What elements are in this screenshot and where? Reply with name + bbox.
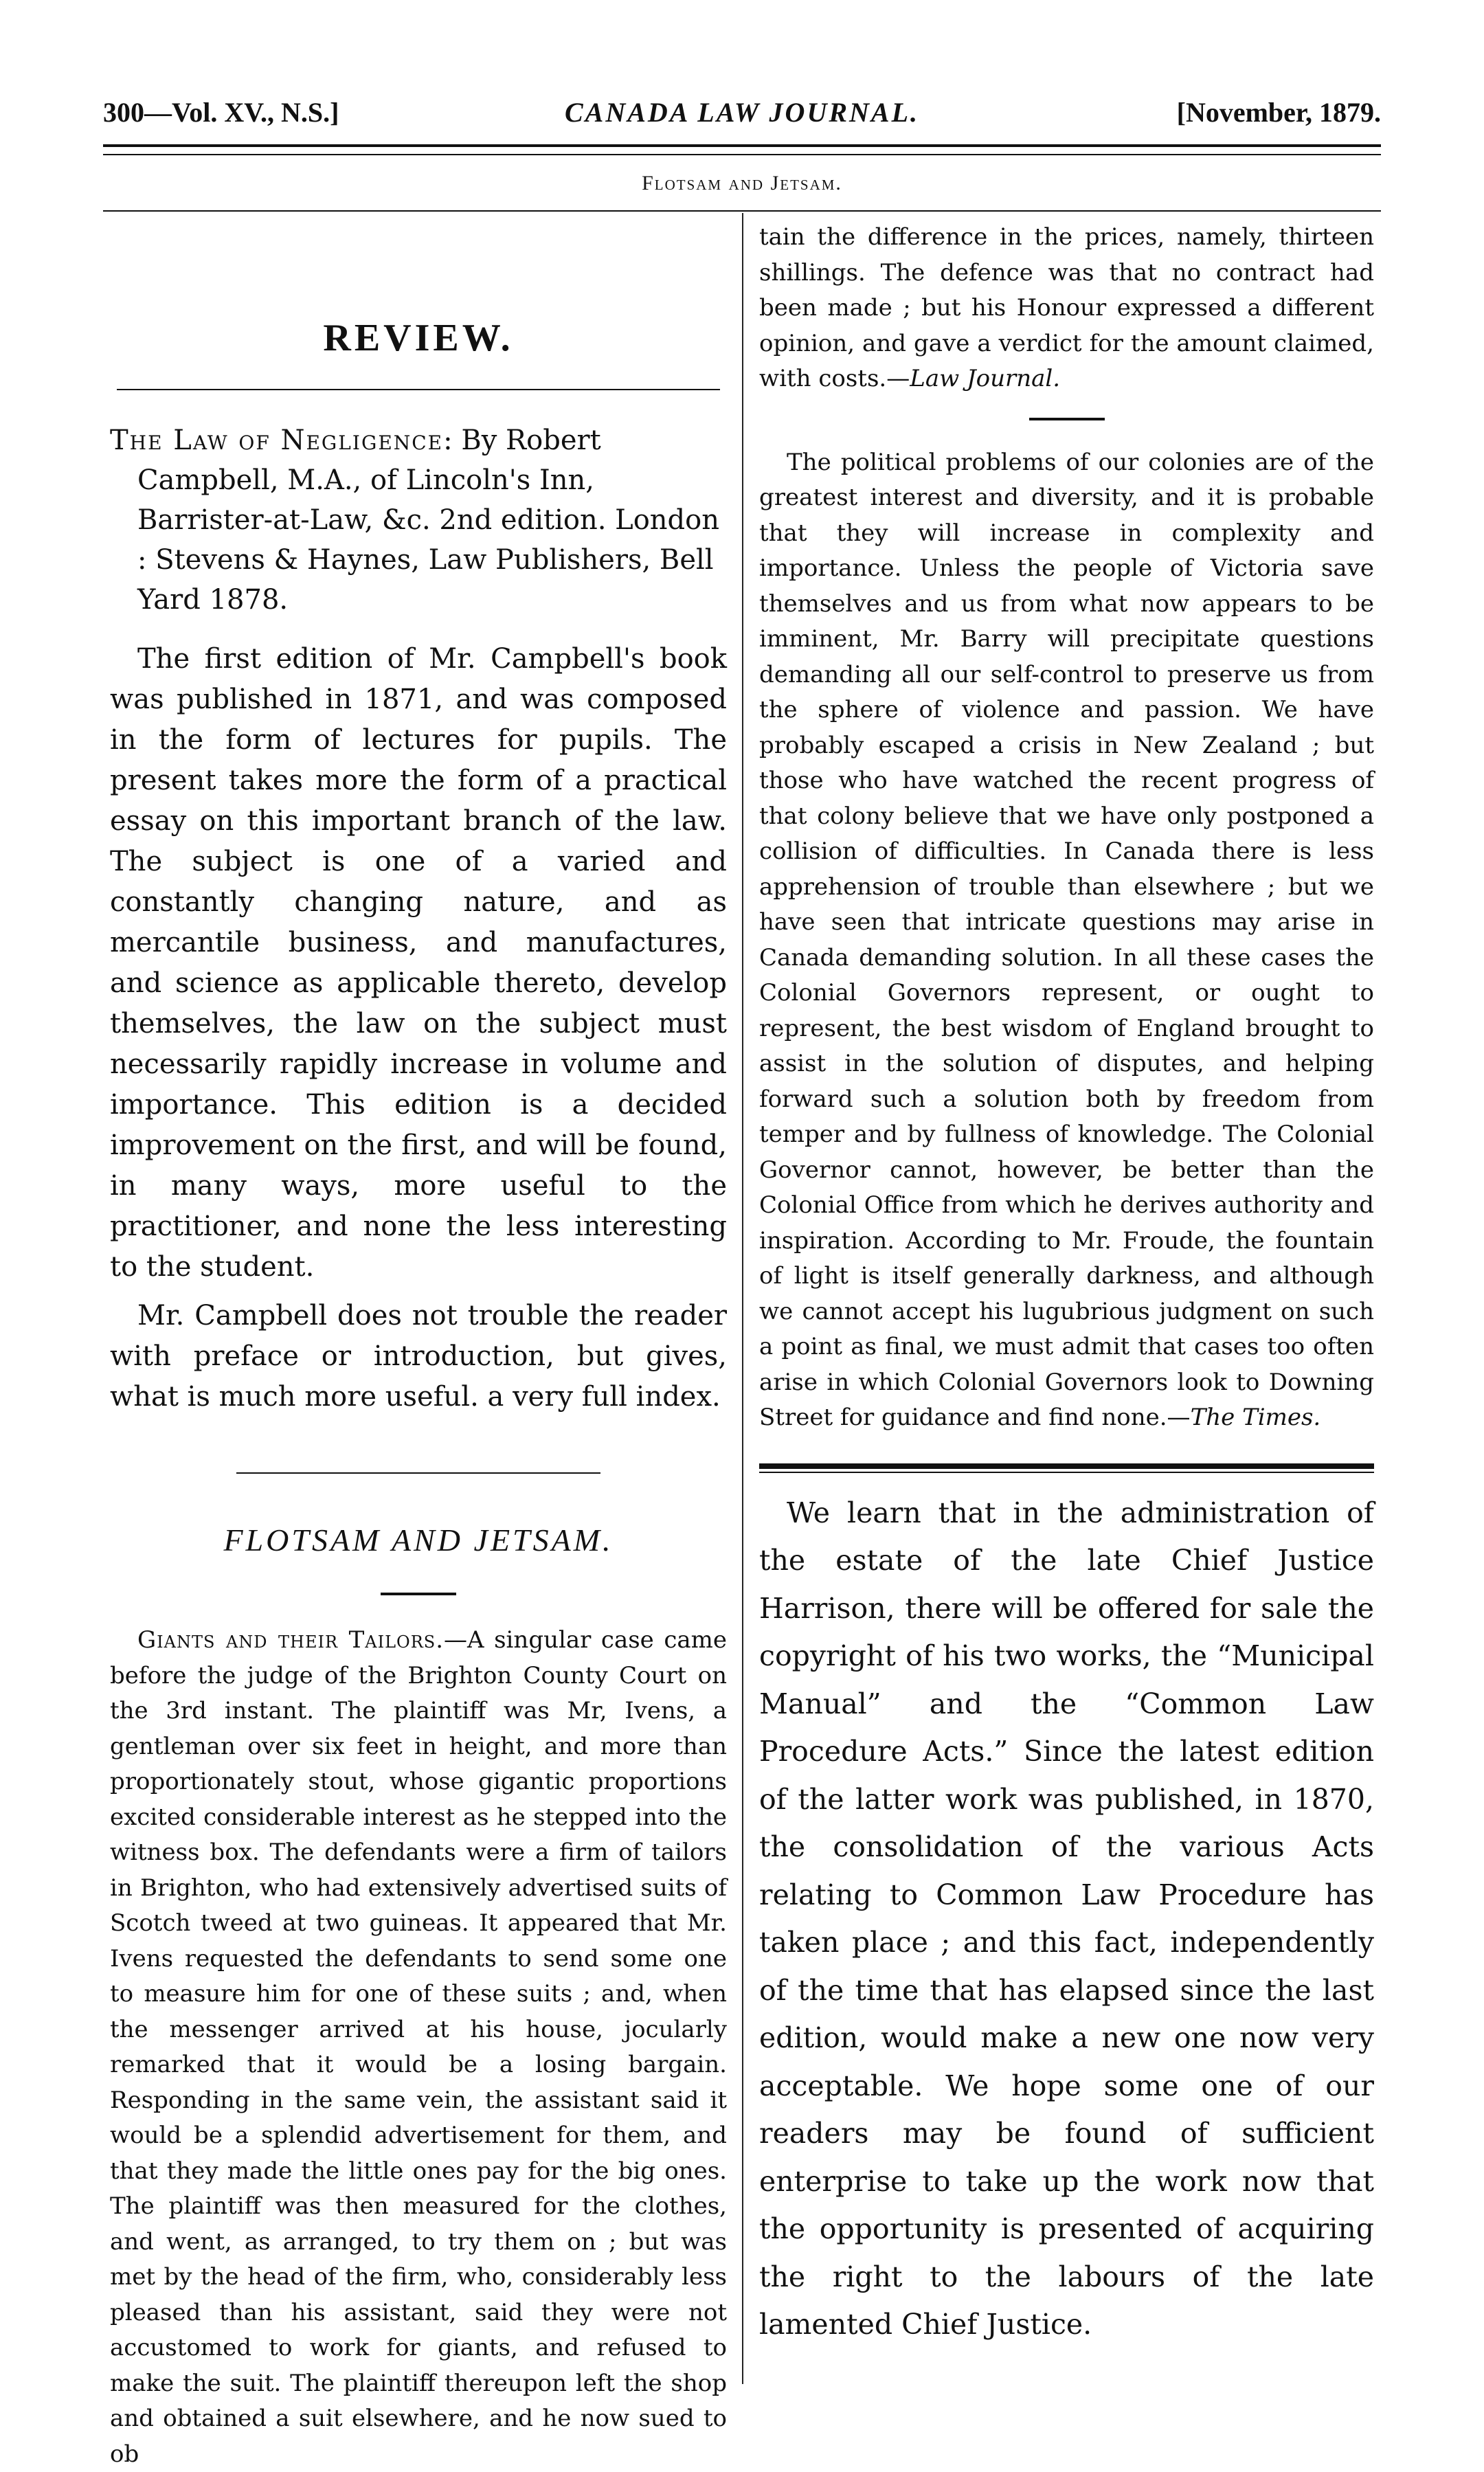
page-number-volume: 300—Vol. XV., N.S.] xyxy=(103,97,339,128)
book-citation-details: : By Robert Campbell, M.A., of Lincoln's Inn, Barrister-at-Law, &c. 2nd edition. London : Stevens & Haynes, Law Publishers, Bell Yard 1878. xyxy=(137,425,719,616)
colonies-credit: The Times. xyxy=(1190,1404,1321,1431)
flotsam-title-rule xyxy=(381,1593,456,1595)
review-title: REVIEW. xyxy=(323,317,514,359)
review-paragraph-2: Mr. Campbell does not trouble the reader with preface or introduction, but gives, what is much more useful. a very full index. xyxy=(110,1300,727,1413)
heavy-separator-rule xyxy=(759,1463,1374,1473)
header-double-rule xyxy=(103,144,1381,155)
section-heading-rule xyxy=(103,210,1381,212)
issue-date: [November, 1879. xyxy=(1176,97,1381,128)
book-citation xyxy=(110,420,727,620)
right-column xyxy=(759,220,1374,2349)
giants-article xyxy=(110,1623,727,2472)
journal-title: CANADA LAW JOURNAL. xyxy=(564,97,920,128)
section-heading: Flotsam and Jetsam. xyxy=(642,172,842,194)
left-column xyxy=(110,220,727,2472)
flotsam-title: FLOTSAM AND JETSAM. xyxy=(223,1522,614,1558)
article-separator-rule xyxy=(1029,418,1105,420)
review-paragraph-1: The first edition of Mr. Campbell's book was published in 1871, and was composed in the form of lectures for pupils. The present takes more the form of a practical essay on this important branch of the law. The subject is one of a varied and constantly changing nature, and as mercantile business, and manufactures, and science as applicable thereto, develop themselves, the law on the subject must necessarily rapidly increase in volume and importance. This edition is a decided improvement on the first, and will be found, in many ways, more useful to the practitioner, and none the less interesting to the student. xyxy=(110,643,727,1283)
giants-article-text: —A singular case came before the judge of the Brighton County Court on the 3rd instant. The plaintiff was Mr, Ivens, a gentleman over six feet in height, and more than proportionately stout, whose gigantic proportions excited considerable interest as he stepped into the witness box. The defendants were a firm of tailors in Brighton, who had extensively advertised suits of Scotch tweed at two guineas. It appeared that Mr. Ivens requested the defendants to send some one to measure him for one of these suits ; and, when the messenger arrived at his house, jocularly remarked that it would be a losing bargain. Responding in the same vein, the assistant said it would be a splendid advertisement for them, and that they made the little ones pay for the big ones. The plaintiff was then measured for the clothes, and went, as arranged, to try them on ; but was met by the head of the firm, who, considerably less pleased than his assistant, said they were not accustomed to work for giants, and refused to make the suit. The plaintiff thereupon left the shop and obtained a suit elsewhere, and he now sued to ob xyxy=(110,1626,727,2468)
giants-article-heading: Giants and their Tailors. xyxy=(137,1626,445,1654)
column-divider xyxy=(742,213,743,2384)
review-title-rule xyxy=(117,389,720,390)
colonies-article-text: The political problems of our colonies are of the greatest interest and diversity, and it is probable that they will increase in complexity and importance. Unless the people of Victoria save themselves and us from what now appears to be imminent, Mr. Barry will precipitate questions demanding all our self-control to preserve us from the sphere of violence and passion. We have probably escaped a crisis in New Zealand ; but those who have watched the recent progress of that colony believe that we have only postponed a collision of difficulties. In Canada there is less apprehension of trouble than elsewhere ; but we have seen that intricate questions may arise in Canada demanding solution. In all these cases the Colonial Governors represent, or ought to represent, the best wisdom of England brought to assist in the solution of disputes, and helping forward such a solution both by freedom from temper and by fullness of knowledge. The Colonial Governor cannot, however, be better than the Colonial Office from which he derives authority and inspiration. According to Mr. Froude, the fountain of light is itself generally darkness, and although we cannot accept his lugubrious judgment on such a point as final, we must admit that cases too often arise in which Colonial Governors look to Downing Street for guidance and find none.— xyxy=(759,448,1374,1431)
running-head xyxy=(103,96,1381,144)
book-citation-title: The Law of Negligence xyxy=(110,425,444,456)
giants-credit: Law Journal. xyxy=(910,365,1061,392)
journal-page xyxy=(103,76,1381,2468)
giants-continuation-text: tain the difference in the prices, namely, thirteen shillings. The defence was that no contract had been made ; but his Honour expressed a different opinion, and gave a verdict for the amount claimed, with costs.— xyxy=(759,223,1374,392)
harrison-editorial: We learn that in the administration of the estate of the late Chief Justice Harrison, there will be offered for sale the copyright of his two works, the “Municipal Manual” and the “Common Law Procedure Acts.” Since the latest edition of the latter work was published, in 1870, the consolidation of the various Acts relating to Common Law Procedure has taken place ; and this fact, independently of the time that has elapsed since the last edition, would make a new one now very acceptable. We hope some one of our readers may be found of sufficient enterprise to take up the work now that the opportunity is presented of acquiring the right to the labours of the late lamented Chief Justice. xyxy=(759,1496,1374,2341)
colonies-article xyxy=(759,445,1374,1436)
section-separator-rule xyxy=(236,1472,600,1474)
giants-article-continuation xyxy=(759,220,1374,397)
